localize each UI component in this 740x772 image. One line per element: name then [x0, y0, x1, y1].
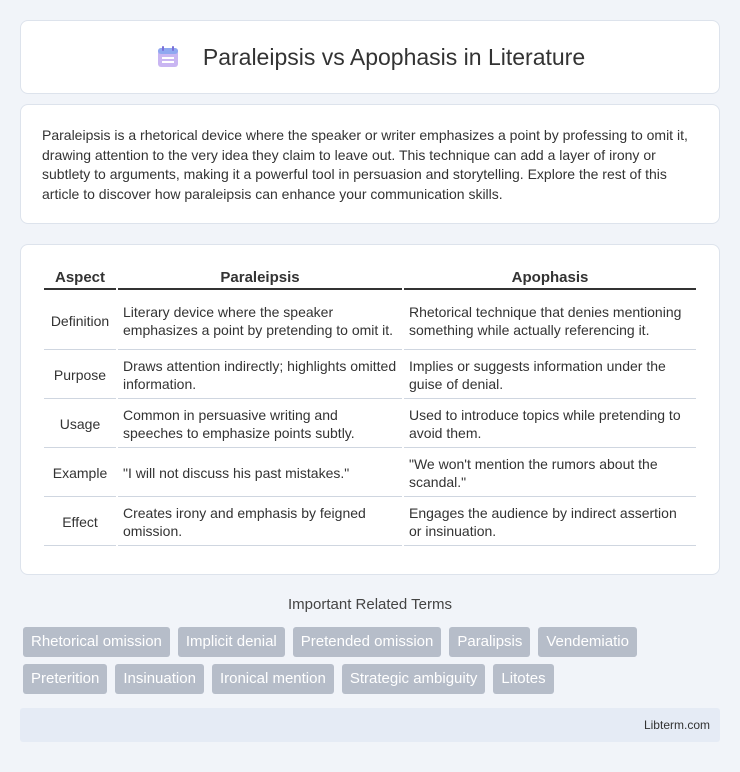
apophasis-cell: Used to introduce topics while pretending to avoid them.	[404, 401, 696, 448]
table-row	[44, 292, 696, 350]
apophasis-cell: "We won't mention the rumors about the scandal."	[404, 450, 696, 497]
paraleipsis-cell: Common in persuasive writing and speeches to emphasize points subtly.	[118, 401, 402, 448]
paraleipsis-cell: Creates irony and emphasis by feigned omission.	[118, 499, 402, 546]
page-title: Paraleipsis vs Apophasis in Literature	[202, 43, 586, 70]
aspect-cell: Example	[44, 450, 116, 497]
related-term-tag[interactable]: Preterition	[23, 664, 107, 694]
apophasis-cell: Implies or suggests information under the guise of denial.	[404, 352, 696, 399]
table-row	[44, 450, 696, 497]
related-terms-list	[23, 627, 723, 694]
related-terms-title: Important Related Terms	[288, 596, 452, 613]
table-row	[44, 401, 696, 448]
related-term-tag[interactable]: Vendemiatio	[538, 627, 637, 657]
aspect-cell: Usage	[44, 401, 116, 448]
table-row	[44, 352, 696, 399]
related-term-tag[interactable]: Insinuation	[115, 664, 204, 694]
apophasis-cell: Engages the audience by indirect assertion or insinuation.	[404, 499, 696, 546]
aspect-cell: Purpose	[44, 352, 116, 399]
intro-text: Paraleipsis is a rhetorical device where the speaker or writer emphasizes a point by professing to omit it, drawing attention to the very idea they claim to leave out. This technique can add a layer of irony or subtlety to arguments, making it a powerful tool in persuasion and storytelling. Explore the rest of this article to discover how paraleipsis can enhance your communication skills.	[42, 127, 688, 202]
related-term-tag[interactable]: Implicit denial	[178, 627, 285, 657]
paraleipsis-cell: "I will not discuss his past mistakes."	[118, 450, 402, 497]
title-card	[20, 20, 720, 94]
comparison-card	[20, 244, 720, 575]
aspect-cell: Effect	[44, 499, 116, 546]
apophasis-cell: Rhetorical technique that denies mentioning something while actually referencing it.	[404, 292, 696, 350]
related-term-tag[interactable]: Pretended omission	[293, 627, 442, 657]
table-row	[44, 499, 696, 546]
comparison-table	[42, 265, 698, 548]
footer	[20, 708, 720, 742]
header-apophasis: Apophasis	[404, 267, 696, 290]
related-term-tag[interactable]: Paralipsis	[449, 627, 530, 657]
header-aspect: Aspect	[44, 267, 116, 290]
paraleipsis-cell: Literary device where the speaker emphasizes a point by pretending to omit it.	[118, 292, 402, 350]
footer-site-link[interactable]: Libterm.com	[643, 718, 710, 732]
calendar-icon	[155, 44, 181, 70]
aspect-cell: Definition	[44, 292, 116, 350]
related-term-tag[interactable]: Ironical mention	[212, 664, 334, 694]
related-term-tag[interactable]: Strategic ambiguity	[342, 664, 486, 694]
related-term-tag[interactable]: Rhetorical omission	[23, 627, 170, 657]
paraleipsis-cell: Draws attention indirectly; highlights omitted information.	[118, 352, 402, 399]
header-paraleipsis: Paraleipsis	[118, 267, 402, 290]
related-term-tag[interactable]: Litotes	[493, 664, 553, 694]
intro-card	[20, 104, 720, 224]
